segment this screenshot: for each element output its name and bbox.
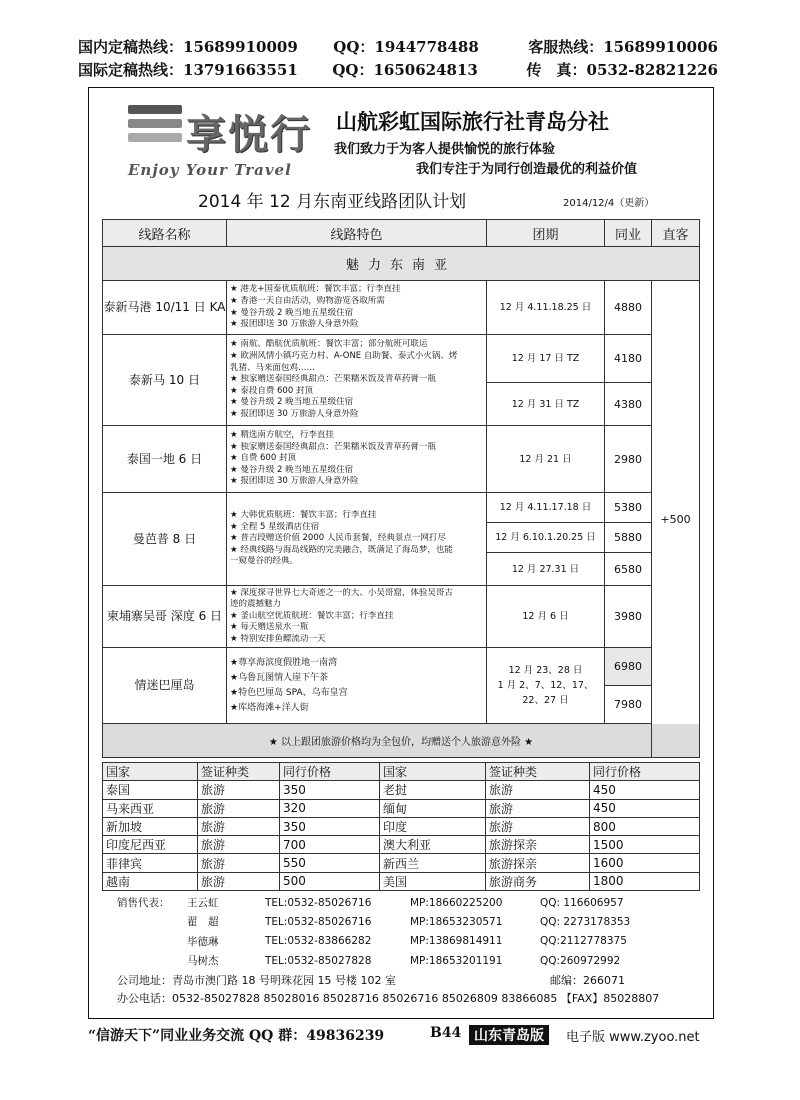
table-cell: 350 (280, 817, 380, 835)
feature-line: ★ 独家赠送泰国经典甜点：芒果糯米饭及青草药膏一瓶 (230, 441, 436, 452)
table-cell: 700 (280, 836, 380, 854)
table-cell: 印度 (380, 817, 486, 835)
route-features (227, 426, 487, 493)
rep-name: 翟 超 (187, 916, 219, 929)
visa-table-body (103, 781, 700, 891)
table-row (103, 493, 700, 523)
trade-price: 5380 (605, 493, 652, 523)
sales-row (117, 932, 677, 951)
page-title: 2014 年 12 月东南亚线路团队计划 (198, 192, 467, 212)
table-cell: 旅游 (198, 781, 280, 799)
international-qq: QQ：1650624813 (332, 61, 478, 79)
trade-price: 3980 (605, 586, 652, 648)
trade-price: 5880 (605, 523, 652, 553)
trade-price: 6980 (605, 648, 652, 686)
table-cell: 旅游 (486, 817, 590, 835)
route-name: 曼芭普 8 日 (103, 493, 227, 586)
international-hotline: 国际定稿热线：13791663551 (78, 61, 298, 79)
feature-line: ★特色巴厘岛 SPA、乌布皇宫 (230, 687, 348, 698)
departure-dates (487, 648, 605, 724)
feature-line: ★ 特别安排鱼鳔流动一天 (230, 633, 326, 644)
route-name: 情迷巴厘岛 (103, 648, 227, 724)
rep-name: 马树杰 (187, 955, 219, 968)
feature-line: ★ 南航、酷航优质航班：餐饮丰富；部分航班可联运 (230, 339, 428, 350)
table-cell: 菲律宾 (103, 854, 198, 872)
rep-tel: TEL:0532-85026716 (265, 896, 372, 909)
rep-mobile: MP:18653201191 (410, 954, 503, 967)
page-number: B44 (430, 1025, 462, 1041)
col-country: 国家 (103, 763, 198, 781)
domestic-hotline: 国内定稿热线：15689910009 (78, 38, 298, 56)
logo-stripes-icon (128, 105, 182, 155)
trade-price: 2980 (605, 426, 652, 493)
date-line: 22、27 日 (522, 695, 569, 706)
feature-line: 迹的震撼魅力 (230, 599, 282, 610)
table-row (103, 426, 700, 493)
feature-line: ★ 自费 600 封顶 (230, 453, 296, 464)
slogan-line-1: 我们致力于为客人提供愉悦的旅行体验 (334, 142, 556, 157)
service-hotline: 客服热线：15689910006 (528, 38, 718, 56)
company-name: 山航彩虹国际旅行社青岛分社 (336, 110, 609, 134)
rep-mobile: MP:18660225200 (410, 896, 503, 909)
table-row (103, 799, 700, 817)
departure-date: 12 月 6 日 (487, 586, 605, 648)
table-row (103, 281, 700, 335)
feature-line: ★ 釜山航空优质航班：餐饮丰富；行李直挂 (230, 610, 394, 621)
feature-line: ★ 经典线路与海岛线路的完美融合，既满足了海岛梦，也能 (230, 544, 453, 555)
office-phone: 办公电话：0532-85027828 85028016 85028716 85026716 85026809 83866085 【FAX】85028807 (117, 992, 660, 1005)
table-cell: 越南 (103, 872, 198, 890)
table-cell: 旅游 (198, 836, 280, 854)
rep-qq: QQ: 116606957 (540, 896, 624, 909)
col-country: 国家 (380, 763, 486, 781)
route-table (102, 219, 700, 758)
sales-row (117, 912, 677, 931)
table-cell: 旅游 (486, 781, 590, 799)
fax-number: 传 真：0532-82821226 (526, 61, 718, 79)
table-cell: 450 (590, 799, 700, 817)
logo (128, 105, 318, 181)
table-cell: 旅游 (486, 799, 590, 817)
feature-line: ★ 欧洲风情小镇巧克力村、A-ONE 自助餐、泰式小火锅、烤 (230, 351, 458, 362)
domestic-qq: QQ：1944778488 (333, 38, 479, 56)
hotline-row (78, 36, 718, 59)
col-trade-price: 同业 (605, 220, 652, 247)
col-trade-price: 同行价格 (280, 763, 380, 781)
sales-representatives (117, 893, 677, 970)
trade-price: 4180 (605, 335, 652, 383)
table-cell: 500 (280, 872, 380, 890)
feature-line: ★ 曼谷升级 2 晚当地五星级住宿 (230, 307, 354, 318)
col-visa-type: 签证种类 (198, 763, 280, 781)
sales-label: 销售代表： (117, 897, 170, 910)
departure-date: 12 月 17 日 TZ (487, 335, 605, 383)
feature-line: ★ 报团即送 30 万旅游人身意外险 (230, 408, 359, 419)
table-cell: 旅游探亲 (486, 854, 590, 872)
table-cell: 550 (280, 854, 380, 872)
rep-mobile: MP:13869814911 (410, 935, 503, 948)
trade-price: 4380 (605, 383, 652, 426)
route-features (227, 586, 487, 648)
update-date: 2014/12/4（更新） (563, 198, 655, 209)
feature-line: ★乌鲁瓦图情人崖下午茶 (230, 672, 329, 683)
feature-line: ★库塔海滩+洋人街 (230, 702, 309, 713)
col-direct-price: 直客 (652, 220, 700, 247)
feature-line: ★ 独家赠送泰国经典甜点：芒果糯米饭及青草药膏一瓶 (230, 374, 436, 385)
feature-line: ★ 港龙+国泰优质航班：餐饮丰富；行李直挂 (230, 284, 401, 295)
table-cell: 450 (590, 781, 700, 799)
table-row (103, 817, 700, 835)
col-route-features: 线路特色 (227, 220, 487, 247)
table-cell: 美国 (380, 872, 486, 890)
table-row (103, 335, 700, 383)
table-cell: 旅游 (198, 854, 280, 872)
departure-date: 12 月 6.10.1.20.25 日 (487, 523, 605, 553)
company-address-block (117, 972, 677, 1008)
table-cell: 旅游商务 (486, 872, 590, 890)
feature-line: 一窥曼谷的经典。 (230, 556, 299, 567)
feature-line: ★ 每天赠送泉水一瓶 (230, 622, 309, 633)
table-cell: 印度尼西亚 (103, 836, 198, 854)
table-cell: 澳大利亚 (380, 836, 486, 854)
section-banner (103, 247, 700, 281)
route-name: 泰新马 10 日 (103, 335, 227, 426)
feature-line: ★ 报团即送 30 万旅游人身意外险 (230, 476, 359, 487)
feature-line: ★ 香港一天自由活动，购物游览各取所需 (230, 295, 385, 306)
table-cell: 旅游 (198, 872, 280, 890)
feature-line: ★ 大韩优质航班：餐饮丰富；行李直挂 (230, 510, 377, 521)
website: 电子版 www.zyoo.net (566, 1030, 700, 1045)
date-line: 1 月 2、7、12、17、 (497, 680, 594, 691)
trade-price: 6580 (605, 553, 652, 586)
hotline-row (78, 59, 718, 82)
edition-badge: 山东青岛版 (469, 1025, 549, 1045)
table-cell: 泰国 (103, 781, 198, 799)
feature-line: ★ 普吉段赠送价值 2000 人民币套餐，经典景点一网打尽 (230, 533, 446, 544)
table-cell: 800 (590, 817, 700, 835)
logo-tagline: Enjoy Your Travel (128, 161, 292, 179)
departure-date: 12 月 31 日 TZ (487, 383, 605, 426)
feature-line: 乳猪、马来面包鸡…… (230, 362, 316, 373)
table-row (103, 586, 700, 648)
sales-row (117, 893, 677, 912)
sales-row (117, 951, 677, 970)
table-cell: 1800 (590, 872, 700, 890)
table-cell: 老挝 (380, 781, 486, 799)
table-row (103, 836, 700, 854)
rep-name: 王云虹 (187, 897, 219, 910)
table-row (103, 872, 700, 890)
table-cell: 320 (280, 799, 380, 817)
table-cell: 1500 (590, 836, 700, 854)
rep-qq: QQ:260972992 (540, 954, 621, 967)
route-features (227, 493, 487, 586)
feature-line: ★ 报团即送 30 万旅游人身意外险 (230, 319, 359, 330)
footer-bar (88, 1025, 714, 1045)
feature-line: ★尊享海滨度假胜地一南湾 (230, 657, 338, 668)
departure-date: 12 月 21 日 (487, 426, 605, 493)
date-line: 12 月 23、28 日 (508, 665, 583, 676)
table-cell: 马来西亚 (103, 799, 198, 817)
table-cell: 旅游 (198, 799, 280, 817)
table-row (103, 781, 700, 799)
rep-qq: QQ: 2273178353 (540, 915, 631, 928)
trade-price: 7980 (605, 686, 652, 724)
visa-table-header (103, 763, 700, 781)
rep-name: 毕德琳 (187, 935, 219, 948)
table-cell: 350 (280, 781, 380, 799)
feature-line: ★ 深度探寻世界七大奇迹之一的大、小吴哥窟，体验吴哥古 (230, 587, 453, 598)
departure-date: 12 月 4.11.17.18 日 (487, 493, 605, 523)
footnote: ★ 以上跟团旅游价格均为全包价，均赠送个人旅游意外险 ★ (103, 724, 700, 758)
hotline-header (78, 36, 718, 82)
col-departure-dates: 团期 (487, 220, 605, 247)
rep-qq: QQ:2112778375 (540, 935, 627, 948)
route-name: 泰国一地 6 日 (103, 426, 227, 493)
table-cell: 新西兰 (380, 854, 486, 872)
feature-line: ★ 精选南方航空，行李直挂 (230, 430, 334, 441)
postal-code: 邮编：266071 (550, 974, 625, 987)
table-cell: 1600 (590, 854, 700, 872)
section-title: 魅力东南亚 (103, 247, 700, 281)
slogan-line-2: 我们专注于为同行创造最优的利益价值 (416, 162, 638, 177)
feature-line: ★ 曼谷升级 2 晚当地五星级住宿 (230, 397, 354, 408)
table-cell: 缅甸 (380, 799, 486, 817)
departure-date: 12 月 4.11.18.25 日 (487, 281, 605, 335)
departure-date: 12 月 27.31 日 (487, 553, 605, 586)
route-table-header (103, 220, 700, 247)
table-cell: 旅游探亲 (486, 836, 590, 854)
feature-line: ★ 曼谷升级 2 晚当地五星级住宿 (230, 464, 354, 475)
table-row (103, 648, 700, 686)
route-name: 泰新马港 10/11 日 KA (103, 281, 227, 335)
footnote-row (103, 724, 700, 758)
route-features (227, 335, 487, 426)
visa-table (102, 762, 700, 891)
rep-tel: TEL:0532-85026716 (265, 915, 372, 928)
table-cell: 旅游 (198, 817, 280, 835)
logo-name: 享悦行 (186, 111, 312, 158)
company-address: 公司地址：青岛市澳门路 18 号明珠花园 15 号楼 102 室 (117, 974, 396, 987)
route-name: 柬埔寨吴哥 深度 6 日 (103, 586, 227, 648)
rep-tel: TEL:0532-83866282 (265, 935, 372, 948)
rep-tel: TEL:0532-85027828 (265, 954, 372, 967)
feature-line: ★ 泰段自费 600 封顶 (230, 385, 313, 396)
trade-price: 4880 (605, 281, 652, 335)
table-row (103, 854, 700, 872)
route-features (227, 281, 487, 335)
col-trade-price: 同行价格 (590, 763, 700, 781)
route-features (227, 648, 487, 724)
table-cell: 新加坡 (103, 817, 198, 835)
col-visa-type: 签证种类 (486, 763, 590, 781)
rep-mobile: MP:18653230571 (410, 915, 503, 928)
qq-group: “信游天下”同业业务交流 QQ 群：49836239 (88, 1028, 385, 1044)
feature-line: ★ 全程 5 星级酒店住宿 (230, 521, 320, 532)
direct-price: +500 (652, 281, 700, 758)
col-route-name: 线路名称 (103, 220, 227, 247)
